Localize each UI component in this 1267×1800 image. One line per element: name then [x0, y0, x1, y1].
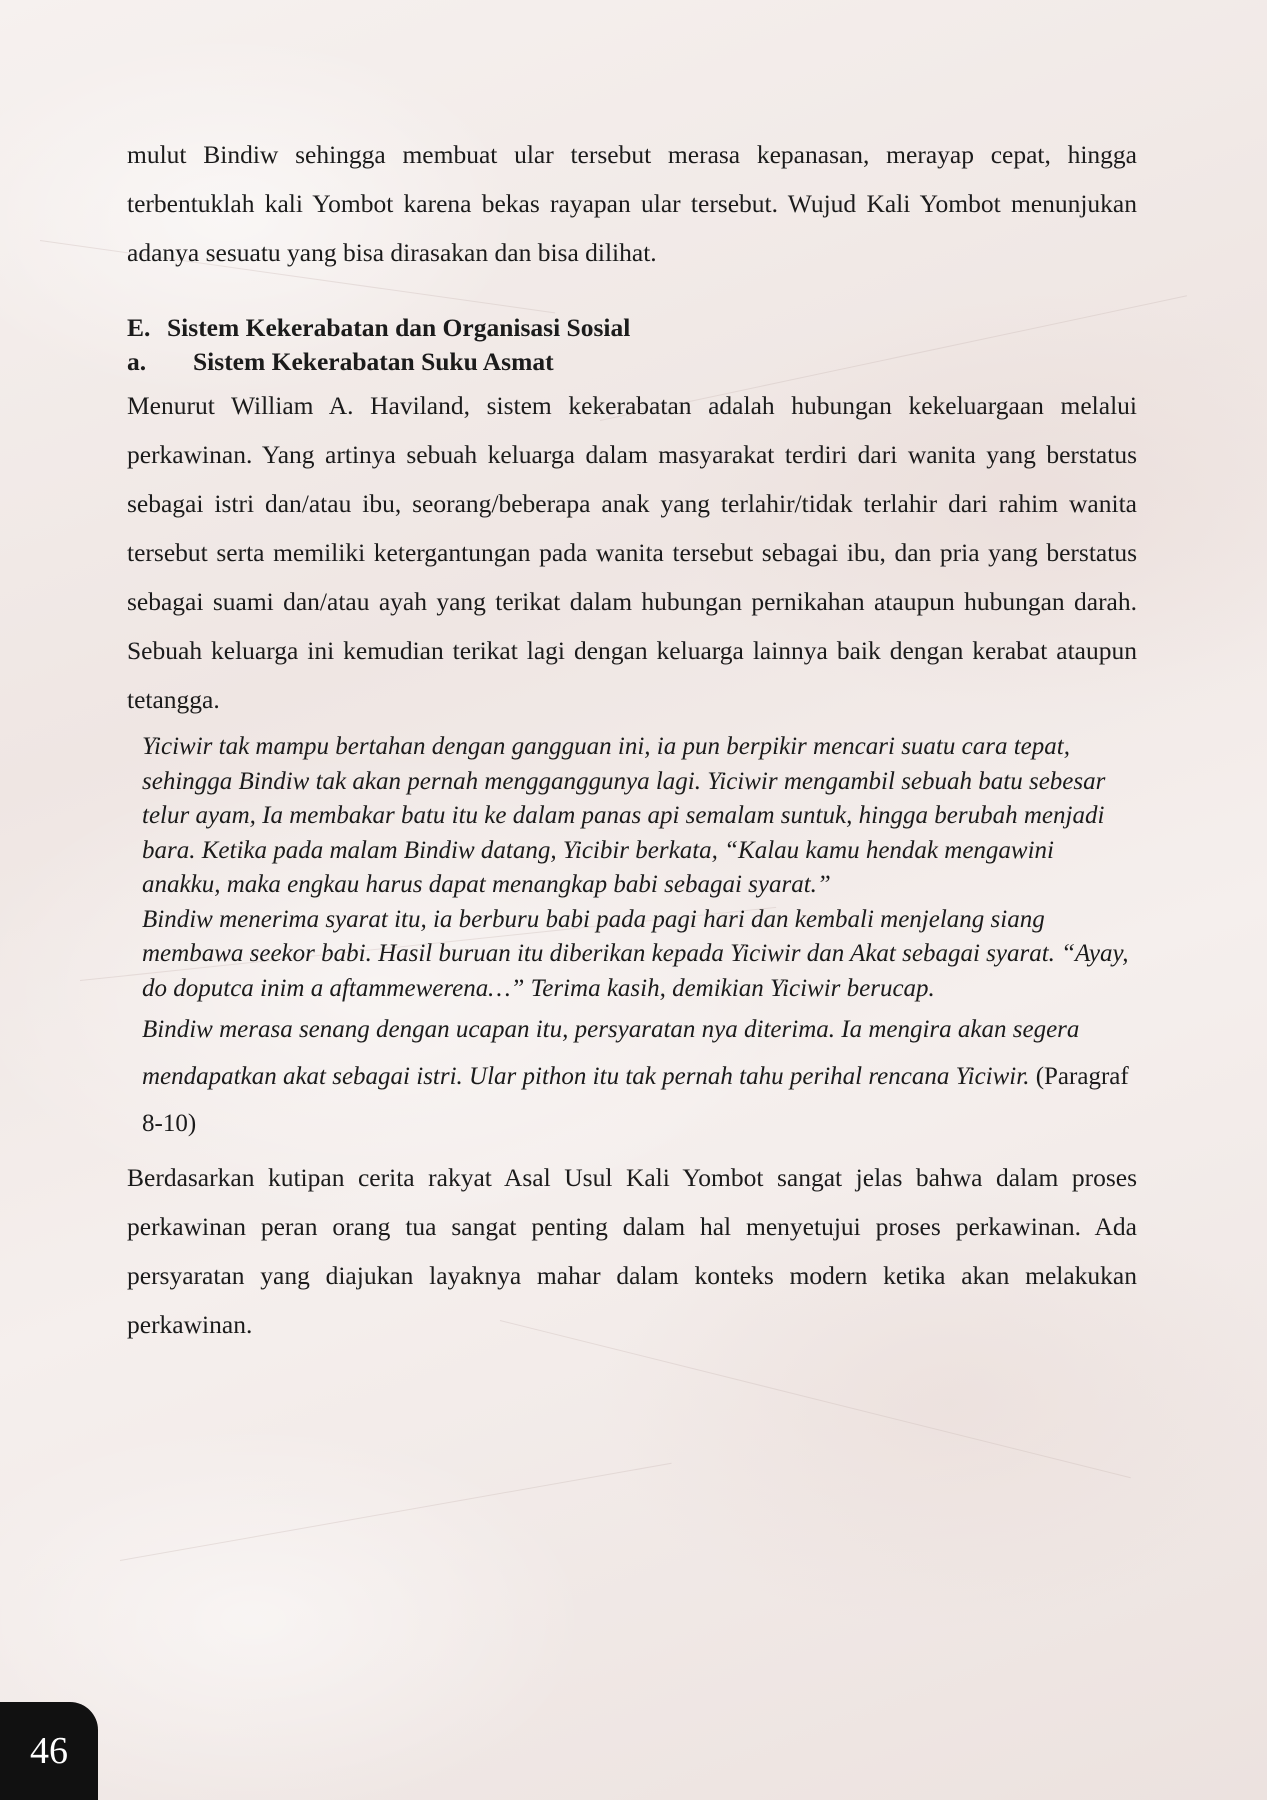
story-quote	[142, 730, 1137, 1147]
subsection-heading	[127, 345, 1137, 379]
intro-paragraph: mulut Bindiw sehingga membuat ular tersebut merasa kepanasan, merayap cepat, hingga terbentuklah kali Yombot karena bekas rayapan ular tersebut. Wujud Kali Yombot menunjukan adanya sesuatu yang bisa dirasakan dan bisa dilihat.	[127, 140, 1137, 267]
section-heading	[127, 311, 1137, 345]
paper-crease	[120, 1463, 672, 1561]
quote-paragraph-3	[142, 1006, 1137, 1147]
quote-paragraph-1: Yiciwir tak mampu bertahan dengan gangguan ini, ia pun berpikir mencari suatu cara tepat, sehingga Bindiw tak akan pernah mengganggunya lagi. Yiciwir mengambil sebuah batu sebesar telur ayam, Ia membakar batu itu ke dalam panas api semalam suntuk, hingga berubah menjadi bara. Ketika pada malam Bindiw datang, Yicibir berkata, “Kalau kamu hendak mengawini anakku, maka engkau harus dapat menangkap babi sebagai syarat.”	[142, 733, 1106, 898]
subsection-title: Sistem Kekerabatan Suku Asmat	[193, 347, 554, 376]
conclusion-paragraph: Berdasarkan kutipan cerita rakyat Asal Usul Kali Yombot sangat jelas bahwa dalam proses perkawinan peran orang tua sangat penting dalam hal menyetujui proses perkawinan. Ada persyaratan yang diajukan layaknya mahar dalam konteks modern ketika akan melakukan perkawinan.	[127, 1163, 1137, 1339]
quote-paragraph-3-text: Bindiw merasa senang dengan ucapan itu, persyaratan nya diterima. Ia mengira akan segera mendapatkan akat sebagai istri. Ular pithon itu tak pernah tahu perihal rencana Yiciwir.	[142, 1016, 1080, 1090]
page-number: 46	[0, 1702, 98, 1800]
quote-reference: (Paragraf 8-10)	[142, 1063, 1129, 1137]
quote-paragraph-2: Bindiw menerima syarat itu, ia berburu babi pada pagi hari dan kembali menjelang siang membawa seekor babi. Hasil buruan itu diberikan kepada Yiciwir dan Akat sebagai syarat. “Ayay, do doputca inim a aftammewerena…” Terima kasih, demikian Yiciwir berucap.	[142, 905, 1129, 1002]
subsection-label: a.	[127, 347, 147, 376]
section-title: Sistem Kekerabatan dan Organisasi Sosial	[167, 313, 631, 342]
section-label: E.	[127, 313, 151, 342]
page-content	[127, 130, 1137, 1349]
definition-paragraph: Menurut William A. Haviland, sistem kekerabatan adalah hubungan kekeluargaan melalui perkawinan. Yang artinya sebuah keluarga dalam masyarakat terdiri dari wanita yang berstatus sebagai istri dan/atau ibu, seorang/beberapa anak yang terlahir/tidak terlahir dari rahim wanita tersebut serta memiliki ketergantungan pada wanita tersebut sebagai ibu, dan pria yang berstatus sebagai suami dan/atau ayah yang terikat dalam hubungan pernikahan ataupun hubungan darah. Sebuah keluarga ini kemudian terikat lagi dengan keluarga lainnya baik dengan kerabat ataupun tetangga.	[127, 391, 1137, 714]
